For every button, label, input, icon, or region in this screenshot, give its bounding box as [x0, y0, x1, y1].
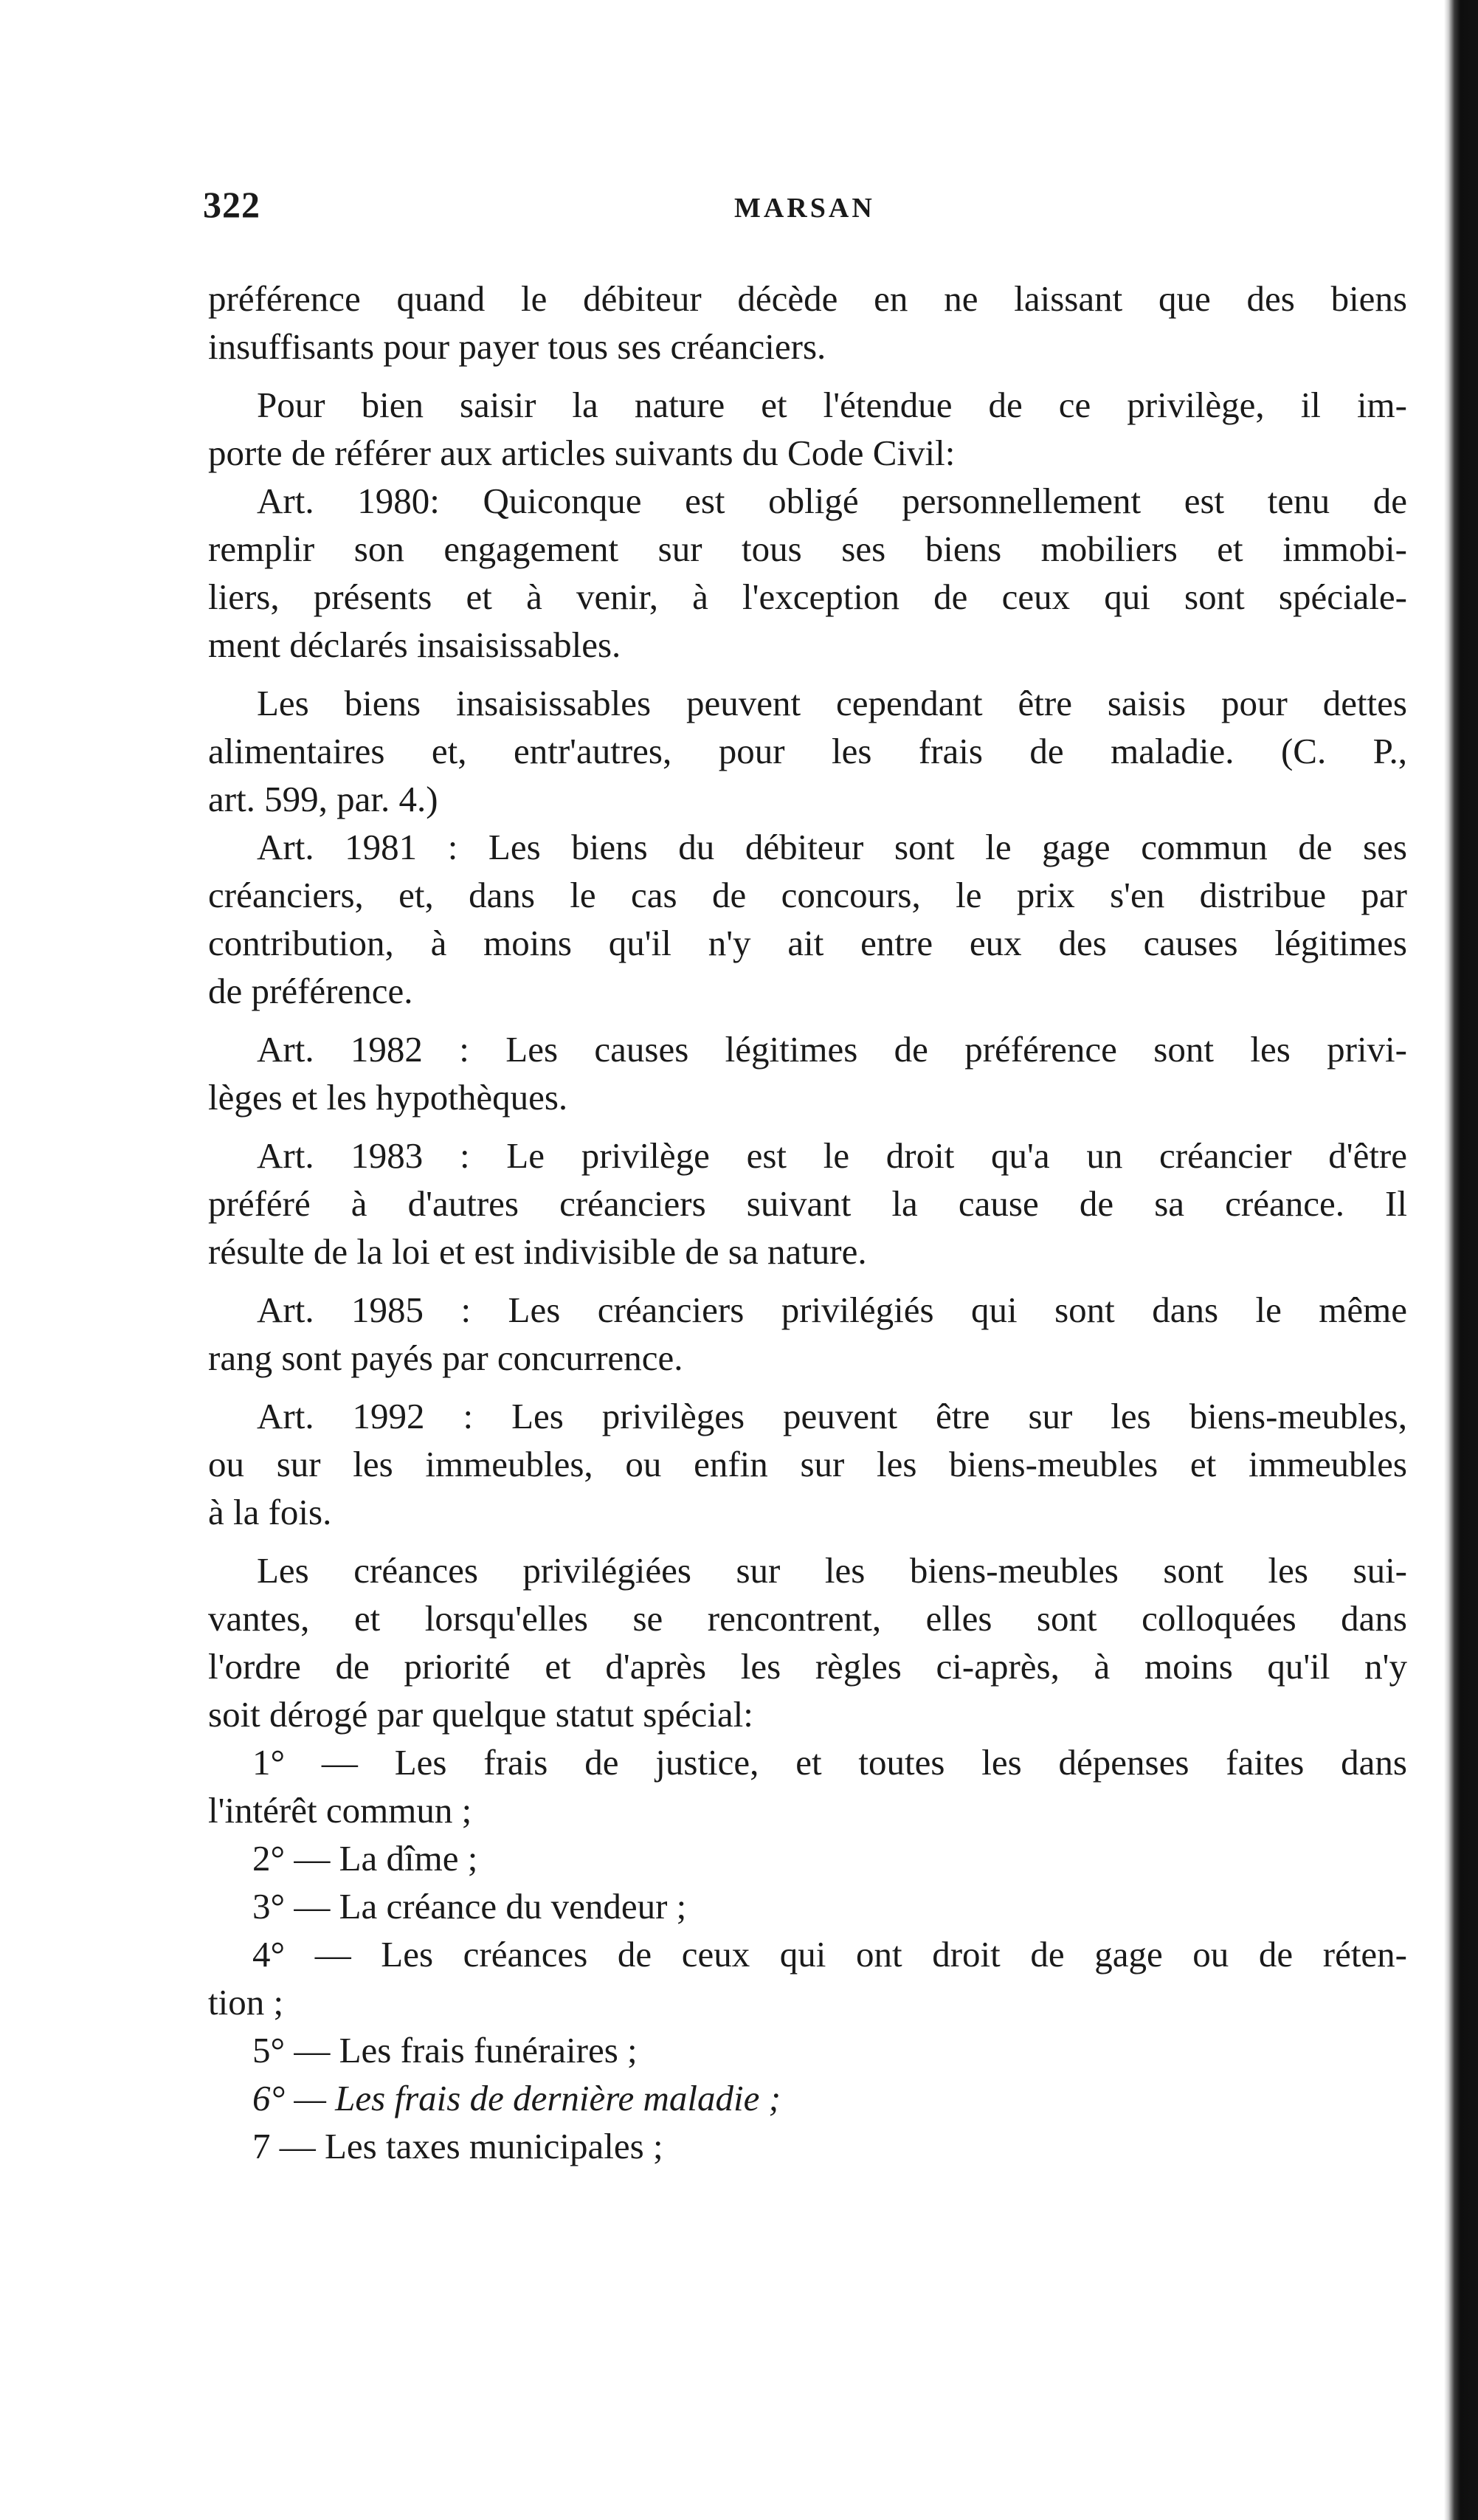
text-line: Art. 1981 : Les biens du débiteur sont le gage commun de ses [257, 827, 1407, 867]
text-line: l'intérêt commun ; [208, 1790, 472, 1831]
text-line: Art. 1992 : Les privilèges peuvent être sur les biens-meubles, [257, 1396, 1407, 1436]
text-line: de préférence. [208, 971, 413, 1011]
book-spine-shadow [1444, 0, 1478, 2520]
text-line: tion ; [208, 1982, 284, 2022]
text-line: ou sur les immeubles, ou enfin sur les biens-meubles et immeubles [208, 1444, 1407, 1484]
running-head: MARSAN [734, 193, 875, 224]
text-line: soit dérogé par quelque statut spécial: [208, 1694, 753, 1735]
text-line: insuffisants pour payer tous ses créanciers. [208, 326, 826, 367]
text-line: résulte de la loi et est indivisible de sa nature. [208, 1231, 867, 1272]
text-line: préféré à d'autres créanciers suivant la cause de sa créance. Il [208, 1183, 1407, 1224]
list-item: 5° — Les frais funéraires ; [252, 2030, 638, 2070]
list-item: 3° — La créance du vendeur ; [252, 1886, 687, 1927]
text-line: Art. 1985 : Les créanciers privilégiés qui sont dans le même [257, 1290, 1407, 1330]
text-line: vantes, et lorsqu'elles se rencontrent, elles sont colloquées dans [208, 1598, 1407, 1639]
page-header [203, 183, 1420, 242]
text-line: Pour bien saisir la nature et l'étendue de ce privilège, il im- [257, 385, 1407, 425]
text-line: lèges et les hypothèques. [208, 1077, 568, 1118]
text-line: créanciers, et, dans le cas de concours, le prix s'en distribue par [208, 875, 1407, 915]
text-line: alimentaires et, entr'autres, pour les frais de maladie. (C. P., [208, 731, 1407, 771]
text-line: contribution, à moins qu'il n'y ait entre eux des causes légitimes [208, 923, 1407, 963]
text-line: rang sont payés par concurrence. [208, 1338, 683, 1378]
page-number: 322 [203, 184, 260, 225]
text-line: Art. 1982 : Les causes légitimes de préférence sont les privi- [257, 1029, 1407, 1070]
text-line: remplir son engagement sur tous ses biens mobiliers et immobi- [208, 529, 1407, 569]
text-line: l'ordre de priorité et d'après les règles ci-après, à moins qu'il n'y [208, 1646, 1407, 1687]
text-line: Art. 1980: Quiconque est obligé personnellement est tenu de [257, 481, 1407, 521]
list-item: 4° — Les créances de ceux qui ont droit de gage ou de réten- [252, 1934, 1407, 1975]
text-line: liers, présents et à venir, à l'exception de ceux qui sont spéciale- [208, 576, 1407, 617]
list-item: 6° — Les frais de dernière maladie ; [252, 2078, 781, 2118]
list-item: 7 — Les taxes municipales ; [252, 2126, 663, 2166]
text-line: Art. 1983 : Le privilège est le droit qu'a un créancier d'être [257, 1135, 1407, 1176]
text-line: préférence quand le débiteur décède en ne laissant que des biens [208, 278, 1407, 319]
list-item: 1° — Les frais de justice, et toutes les dépenses faites dans [252, 1742, 1407, 1783]
text-line: Les biens insaisissables peuvent cependant être saisis pour dettes [257, 683, 1407, 723]
text-line: art. 599, par. 4.) [208, 779, 438, 819]
text-line: à la fois. [208, 1492, 332, 1532]
text-line: ment déclarés insaisissables. [208, 624, 621, 665]
text-line: porte de référer aux articles suivants du Code Civil: [208, 433, 956, 473]
text-line: Les créances privilégiées sur les biens-meubles sont les sui- [257, 1550, 1407, 1591]
body-text [208, 275, 1407, 2170]
list-item: 2° — La dîme ; [252, 1838, 478, 1879]
